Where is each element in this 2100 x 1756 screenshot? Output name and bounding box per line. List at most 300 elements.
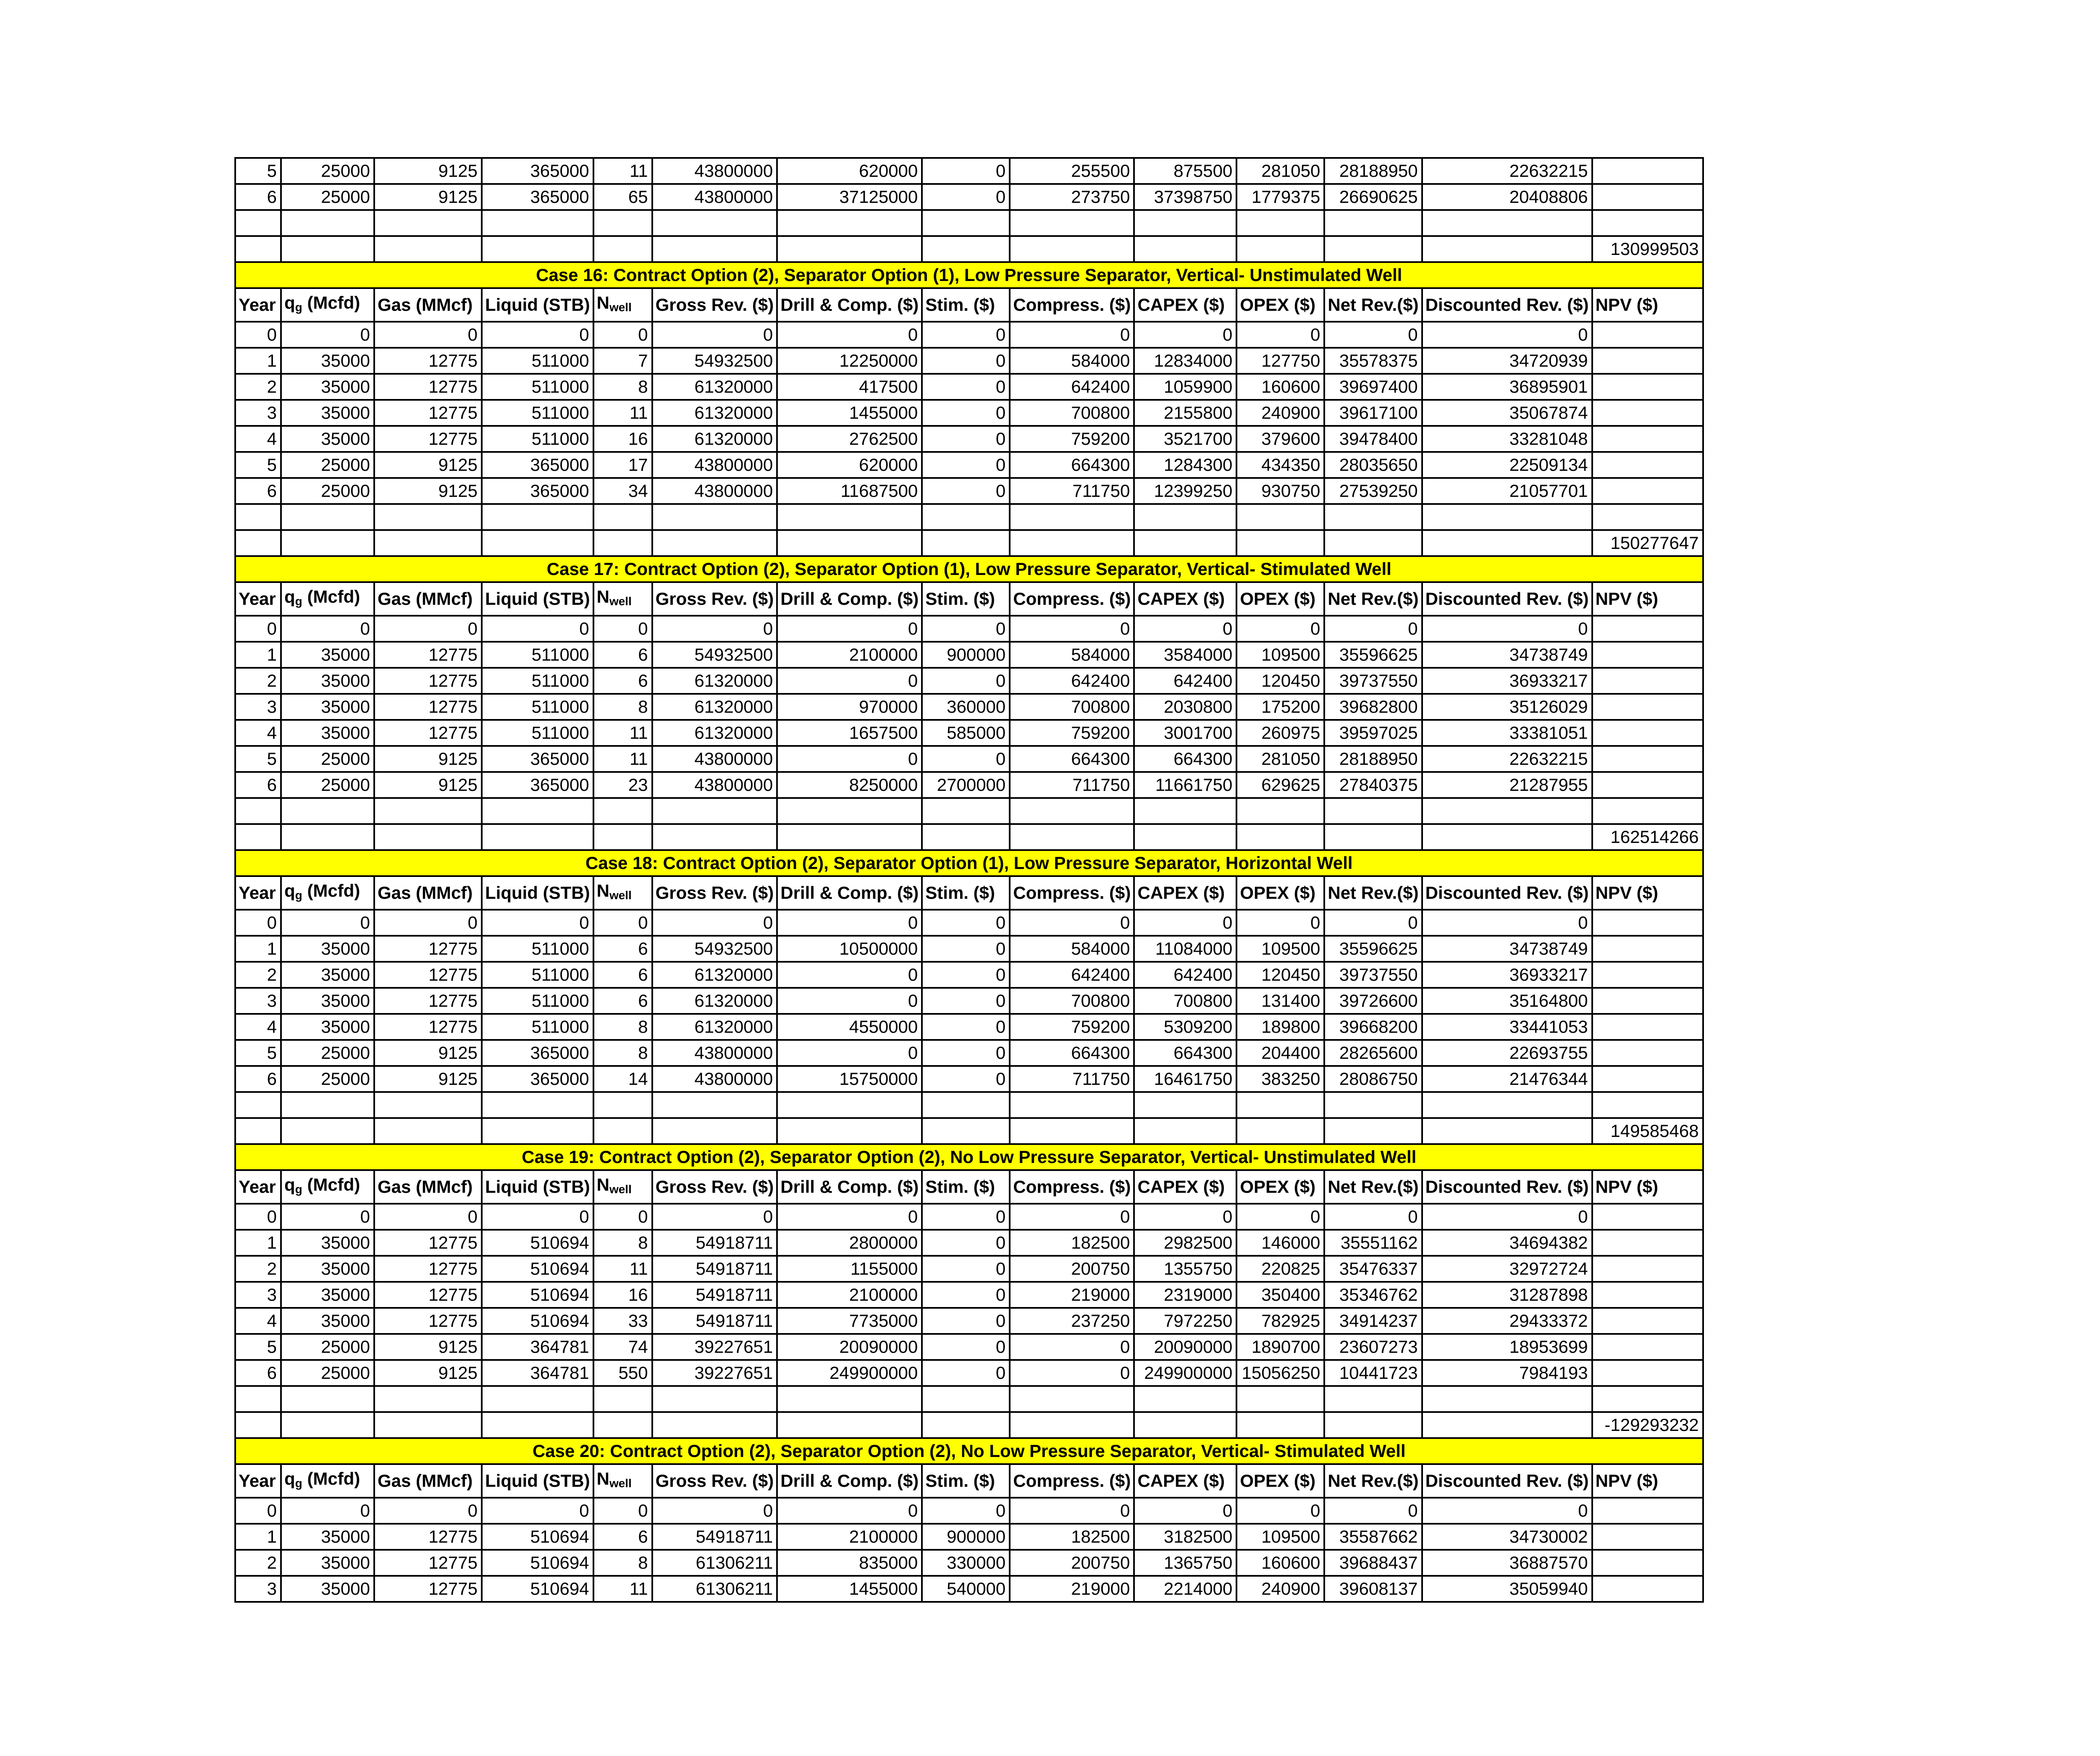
data-cell[interactable]: 12775 xyxy=(374,936,482,962)
empty-cell[interactable] xyxy=(1236,236,1324,262)
data-cell[interactable]: 550 xyxy=(593,1360,652,1386)
data-cell[interactable]: 35000 xyxy=(281,400,374,426)
empty-cell[interactable] xyxy=(1236,1118,1324,1144)
data-cell[interactable]: 6 xyxy=(593,936,652,962)
empty-cell[interactable] xyxy=(593,530,652,556)
data-cell[interactable]: 0 xyxy=(922,374,1010,400)
empty-cell[interactable] xyxy=(593,1412,652,1438)
data-cell[interactable]: 700800 xyxy=(1134,988,1236,1014)
data-cell[interactable]: 0 xyxy=(374,910,482,936)
data-cell[interactable]: 511000 xyxy=(482,694,593,720)
empty-cell[interactable] xyxy=(652,530,777,556)
npv-total-cell[interactable]: 162514266 xyxy=(1592,824,1703,850)
data-cell[interactable]: 0 xyxy=(922,1040,1010,1066)
data-cell[interactable]: 16461750 xyxy=(1134,1066,1236,1092)
data-cell[interactable]: 0 xyxy=(777,962,922,988)
data-cell[interactable]: 39608137 xyxy=(1324,1576,1422,1602)
data-cell[interactable]: 34730002 xyxy=(1422,1524,1592,1550)
data-cell[interactable]: 10441723 xyxy=(1324,1360,1422,1386)
npv-cell[interactable] xyxy=(1592,1524,1703,1550)
empty-cell[interactable] xyxy=(1324,236,1422,262)
data-cell[interactable]: 182500 xyxy=(1010,1230,1134,1256)
data-cell[interactable]: 0 xyxy=(482,1498,593,1524)
npv-cell[interactable] xyxy=(1592,426,1703,452)
empty-cell[interactable] xyxy=(922,1092,1010,1118)
data-cell[interactable]: 3 xyxy=(235,1576,281,1602)
data-cell[interactable]: 3584000 xyxy=(1134,642,1236,668)
data-cell[interactable]: 620000 xyxy=(777,158,922,184)
data-cell[interactable]: 3521700 xyxy=(1134,426,1236,452)
data-cell[interactable]: 759200 xyxy=(1010,720,1134,746)
data-cell[interactable]: 20090000 xyxy=(777,1334,922,1360)
data-cell[interactable]: 0 xyxy=(281,616,374,642)
data-cell[interactable]: 12775 xyxy=(374,348,482,374)
data-cell[interactable]: 43800000 xyxy=(652,746,777,772)
data-cell[interactable]: 3182500 xyxy=(1134,1524,1236,1550)
data-cell[interactable]: 1 xyxy=(235,642,281,668)
data-cell[interactable]: 12775 xyxy=(374,426,482,452)
data-cell[interactable]: 900000 xyxy=(922,642,1010,668)
empty-cell[interactable] xyxy=(1592,210,1703,236)
data-cell[interactable]: 35000 xyxy=(281,694,374,720)
data-cell[interactable]: 0 xyxy=(1236,322,1324,348)
data-cell[interactable]: 25000 xyxy=(281,478,374,504)
data-cell[interactable]: 0 xyxy=(777,322,922,348)
npv-total-cell[interactable]: 130999503 xyxy=(1592,236,1703,262)
data-cell[interactable]: 23607273 xyxy=(1324,1334,1422,1360)
data-cell[interactable]: 0 xyxy=(652,1498,777,1524)
data-cell[interactable]: 5 xyxy=(235,452,281,478)
data-cell[interactable]: 34738749 xyxy=(1422,936,1592,962)
data-cell[interactable]: 35000 xyxy=(281,348,374,374)
empty-cell[interactable] xyxy=(281,1386,374,1412)
data-cell[interactable]: 43800000 xyxy=(652,1066,777,1092)
data-cell[interactable]: 2982500 xyxy=(1134,1230,1236,1256)
data-cell[interactable]: 510694 xyxy=(482,1230,593,1256)
data-cell[interactable]: 29433372 xyxy=(1422,1308,1592,1334)
data-cell[interactable]: 12250000 xyxy=(777,348,922,374)
empty-cell[interactable] xyxy=(777,1412,922,1438)
empty-cell[interactable] xyxy=(1010,210,1134,236)
data-cell[interactable]: 8 xyxy=(593,1040,652,1066)
data-cell[interactable]: 39682800 xyxy=(1324,694,1422,720)
data-cell[interactable]: 0 xyxy=(1422,322,1592,348)
npv-cell[interactable] xyxy=(1592,1576,1703,1602)
data-cell[interactable]: 61320000 xyxy=(652,1014,777,1040)
data-cell[interactable]: 12775 xyxy=(374,374,482,400)
npv-cell[interactable] xyxy=(1592,772,1703,798)
data-cell[interactable]: 204400 xyxy=(1236,1040,1324,1066)
empty-cell[interactable] xyxy=(777,798,922,824)
data-cell[interactable]: 61320000 xyxy=(652,426,777,452)
npv-cell[interactable] xyxy=(1592,1040,1703,1066)
empty-cell[interactable] xyxy=(1236,530,1324,556)
data-cell[interactable]: 12775 xyxy=(374,962,482,988)
empty-cell[interactable] xyxy=(235,210,281,236)
empty-cell[interactable] xyxy=(482,236,593,262)
empty-cell[interactable] xyxy=(482,530,593,556)
data-cell[interactable]: 35596625 xyxy=(1324,936,1422,962)
data-cell[interactable]: 930750 xyxy=(1236,478,1324,504)
empty-cell[interactable] xyxy=(235,530,281,556)
empty-cell[interactable] xyxy=(281,824,374,850)
data-cell[interactable]: 34914237 xyxy=(1324,1308,1422,1334)
data-cell[interactable]: 1 xyxy=(235,1524,281,1550)
empty-cell[interactable] xyxy=(281,210,374,236)
data-cell[interactable]: 2700000 xyxy=(922,772,1010,798)
data-cell[interactable]: 8 xyxy=(593,374,652,400)
empty-cell[interactable] xyxy=(1134,1118,1236,1144)
data-cell[interactable]: 0 xyxy=(922,668,1010,694)
data-cell[interactable]: 9125 xyxy=(374,1334,482,1360)
data-cell[interactable]: 0 xyxy=(652,322,777,348)
empty-cell[interactable] xyxy=(1422,504,1592,530)
data-cell[interactable]: 25000 xyxy=(281,1334,374,1360)
data-cell[interactable]: 0 xyxy=(922,452,1010,478)
data-cell[interactable]: 835000 xyxy=(777,1550,922,1576)
data-cell[interactable]: 43800000 xyxy=(652,184,777,210)
data-cell[interactable]: 1 xyxy=(235,936,281,962)
data-cell[interactable]: 0 xyxy=(922,184,1010,210)
data-cell[interactable]: 39726600 xyxy=(1324,988,1422,1014)
data-cell[interactable]: 25000 xyxy=(281,184,374,210)
data-cell[interactable]: 8 xyxy=(593,694,652,720)
data-cell[interactable]: 39668200 xyxy=(1324,1014,1422,1040)
npv-cell[interactable] xyxy=(1592,322,1703,348)
data-cell[interactable]: 11 xyxy=(593,1576,652,1602)
data-cell[interactable]: 16 xyxy=(593,426,652,452)
data-cell[interactable]: 0 xyxy=(482,616,593,642)
empty-cell[interactable] xyxy=(482,1092,593,1118)
data-cell[interactable]: 12775 xyxy=(374,1256,482,1282)
empty-cell[interactable] xyxy=(922,798,1010,824)
data-cell[interactable]: 629625 xyxy=(1236,772,1324,798)
data-cell[interactable]: 7735000 xyxy=(777,1308,922,1334)
data-cell[interactable]: 1284300 xyxy=(1134,452,1236,478)
data-cell[interactable]: 6 xyxy=(235,478,281,504)
data-cell[interactable]: 4550000 xyxy=(777,1014,922,1040)
empty-cell[interactable] xyxy=(1422,1092,1592,1118)
npv-cell[interactable] xyxy=(1592,1256,1703,1282)
empty-cell[interactable] xyxy=(1422,824,1592,850)
data-cell[interactable]: 11661750 xyxy=(1134,772,1236,798)
empty-cell[interactable] xyxy=(1324,1386,1422,1412)
data-cell[interactable]: 434350 xyxy=(1236,452,1324,478)
data-cell[interactable]: 584000 xyxy=(1010,348,1134,374)
empty-cell[interactable] xyxy=(1592,504,1703,530)
data-cell[interactable]: 35000 xyxy=(281,988,374,1014)
data-cell[interactable]: 759200 xyxy=(1010,1014,1134,1040)
data-cell[interactable]: 0 xyxy=(593,616,652,642)
data-cell[interactable]: 27539250 xyxy=(1324,478,1422,504)
data-cell[interactable]: 2319000 xyxy=(1134,1282,1236,1308)
data-cell[interactable]: 5309200 xyxy=(1134,1014,1236,1040)
data-cell[interactable]: 2030800 xyxy=(1134,694,1236,720)
data-cell[interactable]: 1 xyxy=(235,348,281,374)
empty-cell[interactable] xyxy=(777,1386,922,1412)
data-cell[interactable]: 33381051 xyxy=(1422,720,1592,746)
data-cell[interactable]: 6 xyxy=(593,962,652,988)
data-cell[interactable]: 255500 xyxy=(1010,158,1134,184)
data-cell[interactable]: 620000 xyxy=(777,452,922,478)
data-cell[interactable]: 511000 xyxy=(482,400,593,426)
data-cell[interactable]: 0 xyxy=(1010,1498,1134,1524)
data-cell[interactable]: 35346762 xyxy=(1324,1282,1422,1308)
data-cell[interactable]: 22632215 xyxy=(1422,746,1592,772)
empty-cell[interactable] xyxy=(482,1118,593,1144)
data-cell[interactable]: 4 xyxy=(235,1308,281,1334)
data-cell[interactable]: 0 xyxy=(922,400,1010,426)
data-cell[interactable]: 8 xyxy=(593,1550,652,1576)
empty-cell[interactable] xyxy=(1010,504,1134,530)
data-cell[interactable]: 0 xyxy=(1324,616,1422,642)
npv-cell[interactable] xyxy=(1592,1066,1703,1092)
data-cell[interactable]: 0 xyxy=(922,322,1010,348)
data-cell[interactable]: 0 xyxy=(374,616,482,642)
data-cell[interactable]: 131400 xyxy=(1236,988,1324,1014)
data-cell[interactable]: 0 xyxy=(1134,322,1236,348)
data-cell[interactable]: 1355750 xyxy=(1134,1256,1236,1282)
data-cell[interactable]: 273750 xyxy=(1010,184,1134,210)
data-cell[interactable]: 0 xyxy=(777,1204,922,1230)
data-cell[interactable]: 11 xyxy=(593,720,652,746)
data-cell[interactable]: 0 xyxy=(1134,616,1236,642)
data-cell[interactable]: 379600 xyxy=(1236,426,1324,452)
data-cell[interactable]: 35059940 xyxy=(1422,1576,1592,1602)
data-cell[interactable]: 360000 xyxy=(922,694,1010,720)
data-cell[interactable]: 0 xyxy=(1422,616,1592,642)
data-cell[interactable]: 0 xyxy=(922,1204,1010,1230)
data-cell[interactable]: 25000 xyxy=(281,746,374,772)
data-cell[interactable]: 0 xyxy=(922,1282,1010,1308)
data-cell[interactable]: 642400 xyxy=(1134,962,1236,988)
empty-cell[interactable] xyxy=(1010,530,1134,556)
empty-cell[interactable] xyxy=(1134,1092,1236,1118)
data-cell[interactable]: 0 xyxy=(922,616,1010,642)
data-cell[interactable]: 0 xyxy=(922,746,1010,772)
npv-cell[interactable] xyxy=(1592,374,1703,400)
empty-cell[interactable] xyxy=(922,504,1010,530)
data-cell[interactable]: 127750 xyxy=(1236,348,1324,374)
empty-cell[interactable] xyxy=(652,1092,777,1118)
data-cell[interactable]: 0 xyxy=(922,936,1010,962)
empty-cell[interactable] xyxy=(1324,1412,1422,1438)
data-cell[interactable]: 2100000 xyxy=(777,1524,922,1550)
data-cell[interactable]: 2762500 xyxy=(777,426,922,452)
data-cell[interactable]: 1 xyxy=(235,1230,281,1256)
data-cell[interactable]: 7 xyxy=(593,348,652,374)
data-cell[interactable]: 417500 xyxy=(777,374,922,400)
empty-cell[interactable] xyxy=(1324,798,1422,824)
empty-cell[interactable] xyxy=(777,530,922,556)
data-cell[interactable]: 43800000 xyxy=(652,452,777,478)
data-cell[interactable]: 39737550 xyxy=(1324,962,1422,988)
empty-cell[interactable] xyxy=(281,1118,374,1144)
data-cell[interactable]: 61320000 xyxy=(652,720,777,746)
empty-cell[interactable] xyxy=(777,1092,922,1118)
data-cell[interactable]: 3 xyxy=(235,1282,281,1308)
empty-cell[interactable] xyxy=(593,210,652,236)
data-cell[interactable]: 35000 xyxy=(281,1230,374,1256)
npv-cell[interactable] xyxy=(1592,400,1703,426)
data-cell[interactable]: 0 xyxy=(1324,1204,1422,1230)
empty-cell[interactable] xyxy=(1010,1092,1134,1118)
data-cell[interactable]: 0 xyxy=(922,1230,1010,1256)
data-cell[interactable]: 2 xyxy=(235,374,281,400)
data-cell[interactable]: 782925 xyxy=(1236,1308,1324,1334)
data-cell[interactable]: 12834000 xyxy=(1134,348,1236,374)
empty-cell[interactable] xyxy=(922,236,1010,262)
data-cell[interactable]: 2214000 xyxy=(1134,1576,1236,1602)
data-cell[interactable]: 0 xyxy=(482,322,593,348)
empty-cell[interactable] xyxy=(593,798,652,824)
data-cell[interactable]: 37125000 xyxy=(777,184,922,210)
data-cell[interactable]: 0 xyxy=(652,910,777,936)
data-cell[interactable]: 642400 xyxy=(1134,668,1236,694)
data-cell[interactable]: 0 xyxy=(593,1498,652,1524)
empty-cell[interactable] xyxy=(1134,798,1236,824)
empty-cell[interactable] xyxy=(235,1386,281,1412)
data-cell[interactable]: 383250 xyxy=(1236,1066,1324,1092)
data-cell[interactable]: 61306211 xyxy=(652,1576,777,1602)
data-cell[interactable]: 6 xyxy=(235,1066,281,1092)
data-cell[interactable]: 365000 xyxy=(482,1066,593,1092)
data-cell[interactable]: 0 xyxy=(281,910,374,936)
data-cell[interactable]: 28086750 xyxy=(1324,1066,1422,1092)
data-cell[interactable]: 39737550 xyxy=(1324,668,1422,694)
data-cell[interactable]: 364781 xyxy=(482,1360,593,1386)
npv-cell[interactable] xyxy=(1592,1204,1703,1230)
data-cell[interactable]: 0 xyxy=(922,1360,1010,1386)
data-cell[interactable]: 700800 xyxy=(1010,988,1134,1014)
data-cell[interactable]: 20408806 xyxy=(1422,184,1592,210)
data-cell[interactable]: 109500 xyxy=(1236,936,1324,962)
data-cell[interactable]: 74 xyxy=(593,1334,652,1360)
data-cell[interactable]: 54932500 xyxy=(652,348,777,374)
empty-cell[interactable] xyxy=(1324,1092,1422,1118)
data-cell[interactable]: 43800000 xyxy=(652,772,777,798)
data-cell[interactable]: 365000 xyxy=(482,184,593,210)
data-cell[interactable]: 0 xyxy=(1236,1498,1324,1524)
data-cell[interactable]: 0 xyxy=(1324,1498,1422,1524)
data-cell[interactable]: 54918711 xyxy=(652,1282,777,1308)
empty-cell[interactable] xyxy=(777,1118,922,1144)
data-cell[interactable]: 330000 xyxy=(922,1550,1010,1576)
data-cell[interactable]: 540000 xyxy=(922,1576,1010,1602)
data-cell[interactable]: 511000 xyxy=(482,668,593,694)
data-cell[interactable]: 12775 xyxy=(374,642,482,668)
data-cell[interactable]: 12775 xyxy=(374,668,482,694)
empty-cell[interactable] xyxy=(1422,1386,1592,1412)
data-cell[interactable]: 18953699 xyxy=(1422,1334,1592,1360)
data-cell[interactable]: 0 xyxy=(1324,910,1422,936)
data-cell[interactable]: 4 xyxy=(235,426,281,452)
data-cell[interactable]: 2155800 xyxy=(1134,400,1236,426)
data-cell[interactable]: 510694 xyxy=(482,1308,593,1334)
data-cell[interactable]: 0 xyxy=(1010,1334,1134,1360)
data-cell[interactable]: 0 xyxy=(1422,910,1592,936)
data-cell[interactable]: 175200 xyxy=(1236,694,1324,720)
data-cell[interactable]: 350400 xyxy=(1236,1282,1324,1308)
empty-cell[interactable] xyxy=(1422,210,1592,236)
data-cell[interactable]: 12775 xyxy=(374,1014,482,1040)
data-cell[interactable]: 200750 xyxy=(1010,1550,1134,1576)
data-cell[interactable]: 9125 xyxy=(374,452,482,478)
data-cell[interactable]: 0 xyxy=(281,322,374,348)
data-cell[interactable]: 511000 xyxy=(482,988,593,1014)
data-cell[interactable]: 5 xyxy=(235,1334,281,1360)
data-cell[interactable]: 0 xyxy=(374,1204,482,1230)
data-cell[interactable]: 0 xyxy=(777,668,922,694)
empty-cell[interactable] xyxy=(1010,1386,1134,1412)
data-cell[interactable]: 6 xyxy=(593,642,652,668)
data-cell[interactable]: 365000 xyxy=(482,746,593,772)
data-cell[interactable]: 160600 xyxy=(1236,374,1324,400)
data-cell[interactable]: 12775 xyxy=(374,400,482,426)
data-cell[interactable]: 28035650 xyxy=(1324,452,1422,478)
empty-cell[interactable] xyxy=(1236,824,1324,850)
data-cell[interactable]: 664300 xyxy=(1134,1040,1236,1066)
empty-cell[interactable] xyxy=(922,210,1010,236)
data-cell[interactable]: 3 xyxy=(235,400,281,426)
data-cell[interactable]: 700800 xyxy=(1010,400,1134,426)
data-cell[interactable]: 0 xyxy=(777,1498,922,1524)
data-cell[interactable]: 28188950 xyxy=(1324,158,1422,184)
data-cell[interactable]: 0 xyxy=(482,1204,593,1230)
data-cell[interactable]: 237250 xyxy=(1010,1308,1134,1334)
data-cell[interactable]: 249900000 xyxy=(777,1360,922,1386)
data-cell[interactable]: 2 xyxy=(235,962,281,988)
empty-cell[interactable] xyxy=(374,1092,482,1118)
empty-cell[interactable] xyxy=(1010,236,1134,262)
data-cell[interactable]: 1657500 xyxy=(777,720,922,746)
data-cell[interactable]: 35596625 xyxy=(1324,642,1422,668)
empty-cell[interactable] xyxy=(922,1118,1010,1144)
data-cell[interactable]: 2100000 xyxy=(777,642,922,668)
data-cell[interactable]: 584000 xyxy=(1010,936,1134,962)
empty-cell[interactable] xyxy=(1010,1118,1134,1144)
empty-cell[interactable] xyxy=(1324,530,1422,556)
empty-cell[interactable] xyxy=(593,1386,652,1412)
empty-cell[interactable] xyxy=(1236,1412,1324,1438)
data-cell[interactable]: 22632215 xyxy=(1422,158,1592,184)
data-cell[interactable]: 61320000 xyxy=(652,668,777,694)
empty-cell[interactable] xyxy=(482,798,593,824)
npv-cell[interactable] xyxy=(1592,158,1703,184)
empty-cell[interactable] xyxy=(1324,504,1422,530)
data-cell[interactable]: 39688437 xyxy=(1324,1550,1422,1576)
data-cell[interactable]: 28188950 xyxy=(1324,746,1422,772)
data-cell[interactable]: 35587662 xyxy=(1324,1524,1422,1550)
empty-cell[interactable] xyxy=(1236,798,1324,824)
data-cell[interactable]: 20090000 xyxy=(1134,1334,1236,1360)
data-cell[interactable]: 0 xyxy=(235,910,281,936)
data-cell[interactable]: 35000 xyxy=(281,374,374,400)
data-cell[interactable]: 10500000 xyxy=(777,936,922,962)
empty-cell[interactable] xyxy=(593,1118,652,1144)
data-cell[interactable]: 3001700 xyxy=(1134,720,1236,746)
data-cell[interactable]: 36933217 xyxy=(1422,962,1592,988)
data-cell[interactable]: 0 xyxy=(922,158,1010,184)
empty-cell[interactable] xyxy=(374,824,482,850)
data-cell[interactable]: 0 xyxy=(1134,1498,1236,1524)
data-cell[interactable]: 5 xyxy=(235,1040,281,1066)
data-cell[interactable]: 0 xyxy=(922,962,1010,988)
data-cell[interactable]: 511000 xyxy=(482,348,593,374)
empty-cell[interactable] xyxy=(1422,1118,1592,1144)
npv-cell[interactable] xyxy=(1592,642,1703,668)
data-cell[interactable]: 34 xyxy=(593,478,652,504)
